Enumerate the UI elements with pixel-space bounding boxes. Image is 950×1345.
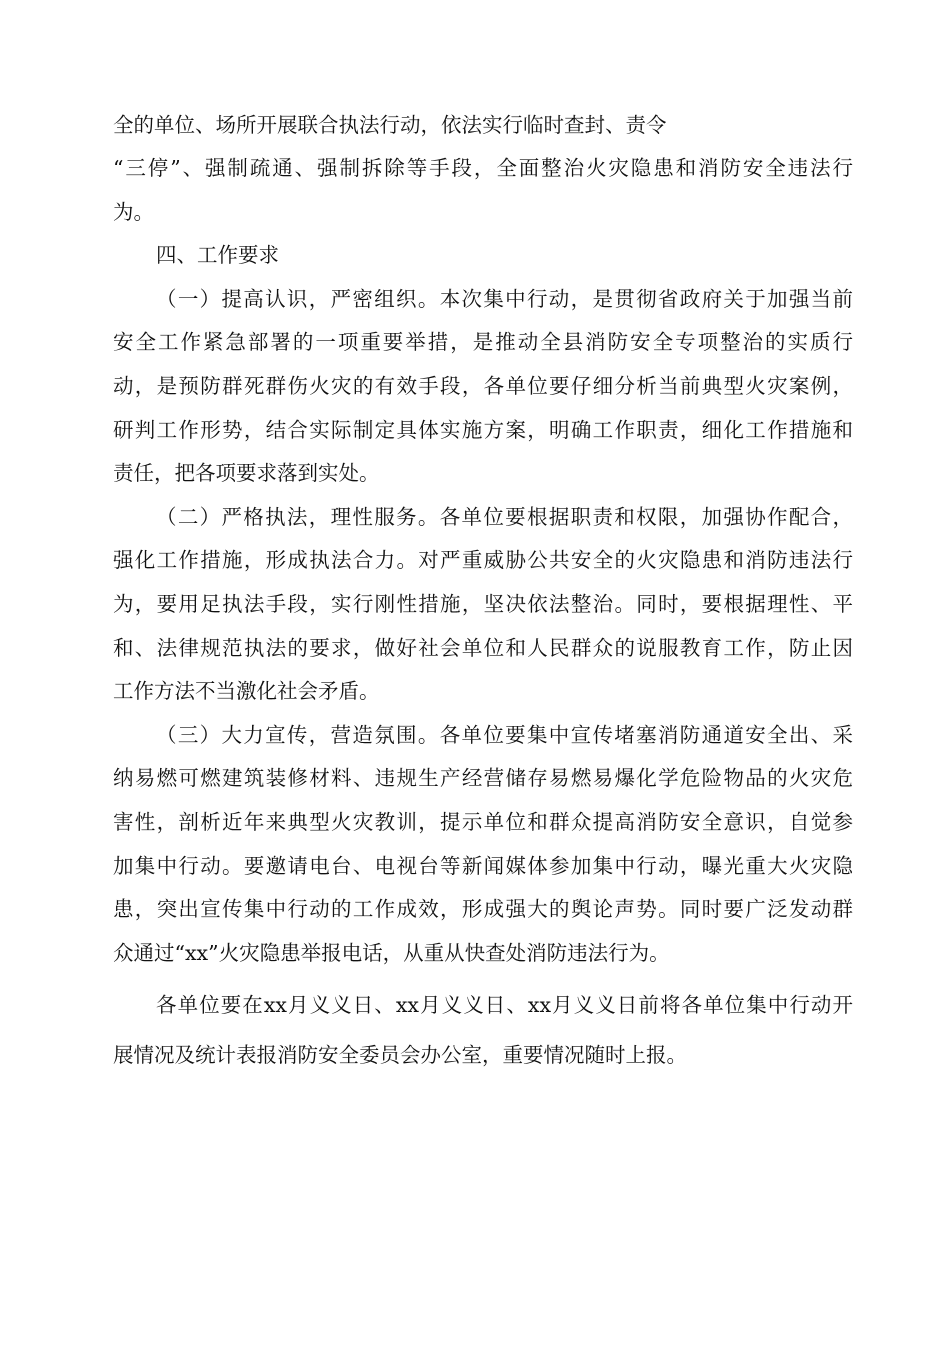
text-line: 为，要用足执法手段，实行刚性措施，坚决依法整治。同时，要根据理性、平: [113, 592, 853, 616]
text-line: 患，突出宣传集中行动的工作成效，形成强大的舆论声势。同时要广泛发动群: [113, 897, 853, 921]
text-line: 纳易燃可燃建筑装修材料、违规生产经营储存易燃易爆化学危险物品的火灾危: [113, 766, 853, 790]
text-line: 动，是预防群死群伤火灾的有效手段，各单位要仔细分析当前典型火灾案例，: [113, 374, 853, 398]
text-line: 和、法律规范执法的要求，做好社会单位和人民群众的说服教育工作，防止因: [113, 636, 853, 660]
text-line: （三）大力宣传，营造氛围。各单位要集中宣传堵塞消防通道安全出、采: [156, 723, 853, 747]
text-line: 研判工作形势，结合实际制定具体实施方案，明确工作职责，细化工作措施和: [113, 418, 853, 442]
text-line: 加集中行动。要邀请电台、电视台等新闻媒体参加集中行动，曝光重大火灾隐: [113, 854, 853, 878]
text-line: 强化工作措施，形成执法合力。对严重威胁公共安全的火灾隐患和消防违法行: [113, 548, 853, 572]
text-line: 各单位要在xx月义义日、xx月义义日、xx月义义日前将各单位集中行动开: [156, 993, 853, 1017]
text-line: （二）严格执法，理性服务。各单位要根据职责和权限，加强协作配合，: [156, 505, 853, 529]
text-line: （一）提高认识，严密组织。本次集中行动，是贯彻省政府关于加强当前: [156, 287, 853, 311]
section-heading: 四、工作要求: [156, 243, 279, 267]
text-line: “三停”、强制疏通、强制拆除等手段，全面整治火灾隐患和消防安全违法行: [113, 156, 853, 180]
text-line: 全的单位、场所开展联合执法行动，依法实行临时查封、责令: [113, 113, 667, 137]
text-line: 展情况及统计表报消防安全委员会办公室，重要情况随时上报。: [113, 1043, 687, 1067]
text-line: 众通过“xx”火灾隐患举报电话，从重从快查处消防违法行为。: [113, 941, 670, 965]
text-line: 为。: [113, 200, 154, 224]
text-line: 责任，把各项要求落到实处。: [113, 461, 380, 485]
text-line: 害性，剖析近年来典型火灾教训，提示单位和群众提高消防安全意识，自觉参: [113, 810, 853, 834]
text-line: 工作方法不当激化社会矛盾。: [113, 679, 380, 703]
text-line: 安全工作紧急部署的一项重要举措，是推动全县消防安全专项整治的实质行: [113, 330, 853, 354]
